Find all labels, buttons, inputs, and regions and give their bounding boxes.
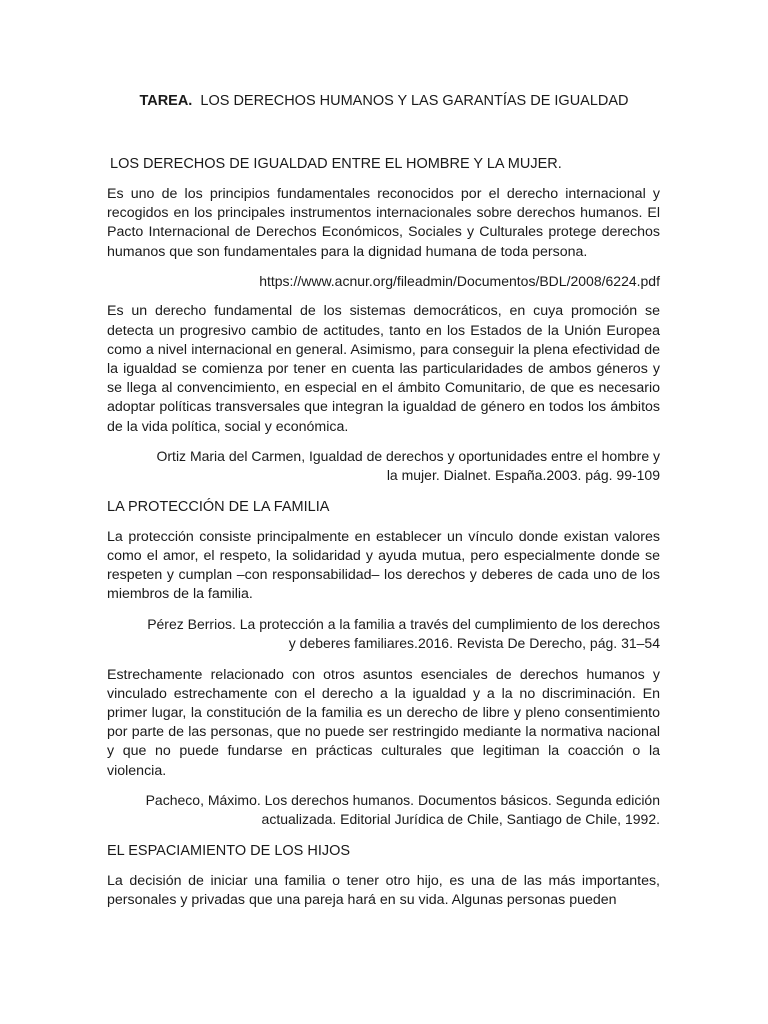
paragraph: Estrechamente relacionado con otros asuntos esenciales de derechos humanos y vinculado estrechamente con el derecho a la igualdad y a la no discriminación. En primer lugar, la constitución de la familia es un derecho de libre y pleno consentimiento por parte de las personas, que no puede ser restringido mediante la normativa nacional y que no puede fundarse en prácticas culturales que legitiman la coacción o la violencia. [107, 666, 660, 779]
section-heading-espaciamiento: EL ESPACIAMIENTO DE LOS HIJOS [107, 842, 351, 859]
paragraph: La protección consiste principalmente en establecer un vínculo donde existan valores como el amor, el respeto, la solidaridad y ayuda mutua, pero especialmente donde se respeten y cumplan –con responsabilidad– los derechos y deberes de cada uno de los miembros de la familia. [107, 528, 660, 603]
source-url: https://www.acnur.org/fileadmin/Documentos/BDL/2008/6224.pdf [259, 272, 660, 289]
citation-line: Ortiz Maria del Carmen, Igualdad de derechos y oportunidades entre el hombre y [156, 447, 660, 464]
section-heading-igualdad: LOS DERECHOS DE IGUALDAD ENTRE EL HOMBRE Y LA MUJER. [110, 156, 562, 172]
citation [107, 791, 660, 830]
citation-line: y deberes familiares.2016. Revista De Derecho, pág. 31–54 [288, 635, 660, 652]
citation [107, 447, 660, 486]
document-title [0, 92, 768, 110]
citation-line: la mujer. Dialnet. España.2003. pág. 99-109 [386, 467, 660, 484]
document-body [107, 155, 660, 920]
paragraph: La decisión de iniciar una familia o tener otro hijo, es una de las más importantes, personales y privadas que una pareja hará en su vida. Algunas personas pueden [107, 872, 660, 908]
section-heading-familia: LA PROTECCIÓN DE LA FAMILIA [107, 498, 330, 515]
citation-line: Pérez Berrios. La protección a la familia a través del cumplimiento de los derechos [147, 615, 660, 632]
title-label: TAREA. [139, 93, 193, 109]
title-text: LOS DERECHOS HUMANOS Y LAS GARANTÍAS DE IGUALDAD [200, 93, 629, 109]
citation-line: actualizada. Editorial Jurídica de Chile, Santiago de Chile, 1992. [261, 811, 660, 828]
paragraph: Es uno de los principios fundamentales reconocidos por el derecho internacional y recogidos en los principales instrumentos internacionales sobre derechos humanos. El Pacto Internacional de Derechos Económicos, Sociales y Culturales protege derechos humanos que son fundamentales para la dignidad humana de toda persona. [107, 186, 660, 260]
paragraph: Es un derecho fundamental de los sistemas democráticos, en cuya promoción se detecta un progresivo cambio de actitudes, tanto en los Estados de la Unión Europea como a nivel internacional en general. Asimismo, para conseguir la plena efectividad de la igualdad se comienza por tener en cuenta las particularidades de ambos géneros y se llega al convencimiento, en especial en el ámbito Comunitario, de que es necesario adoptar políticas transversales que integran la igualdad de género en todos los ámbitos de la vida política, social y económica. [107, 303, 660, 435]
citation-line: Pacheco, Máximo. Los derechos humanos. Documentos básicos. Segunda edición [145, 791, 660, 808]
citation [107, 615, 660, 654]
